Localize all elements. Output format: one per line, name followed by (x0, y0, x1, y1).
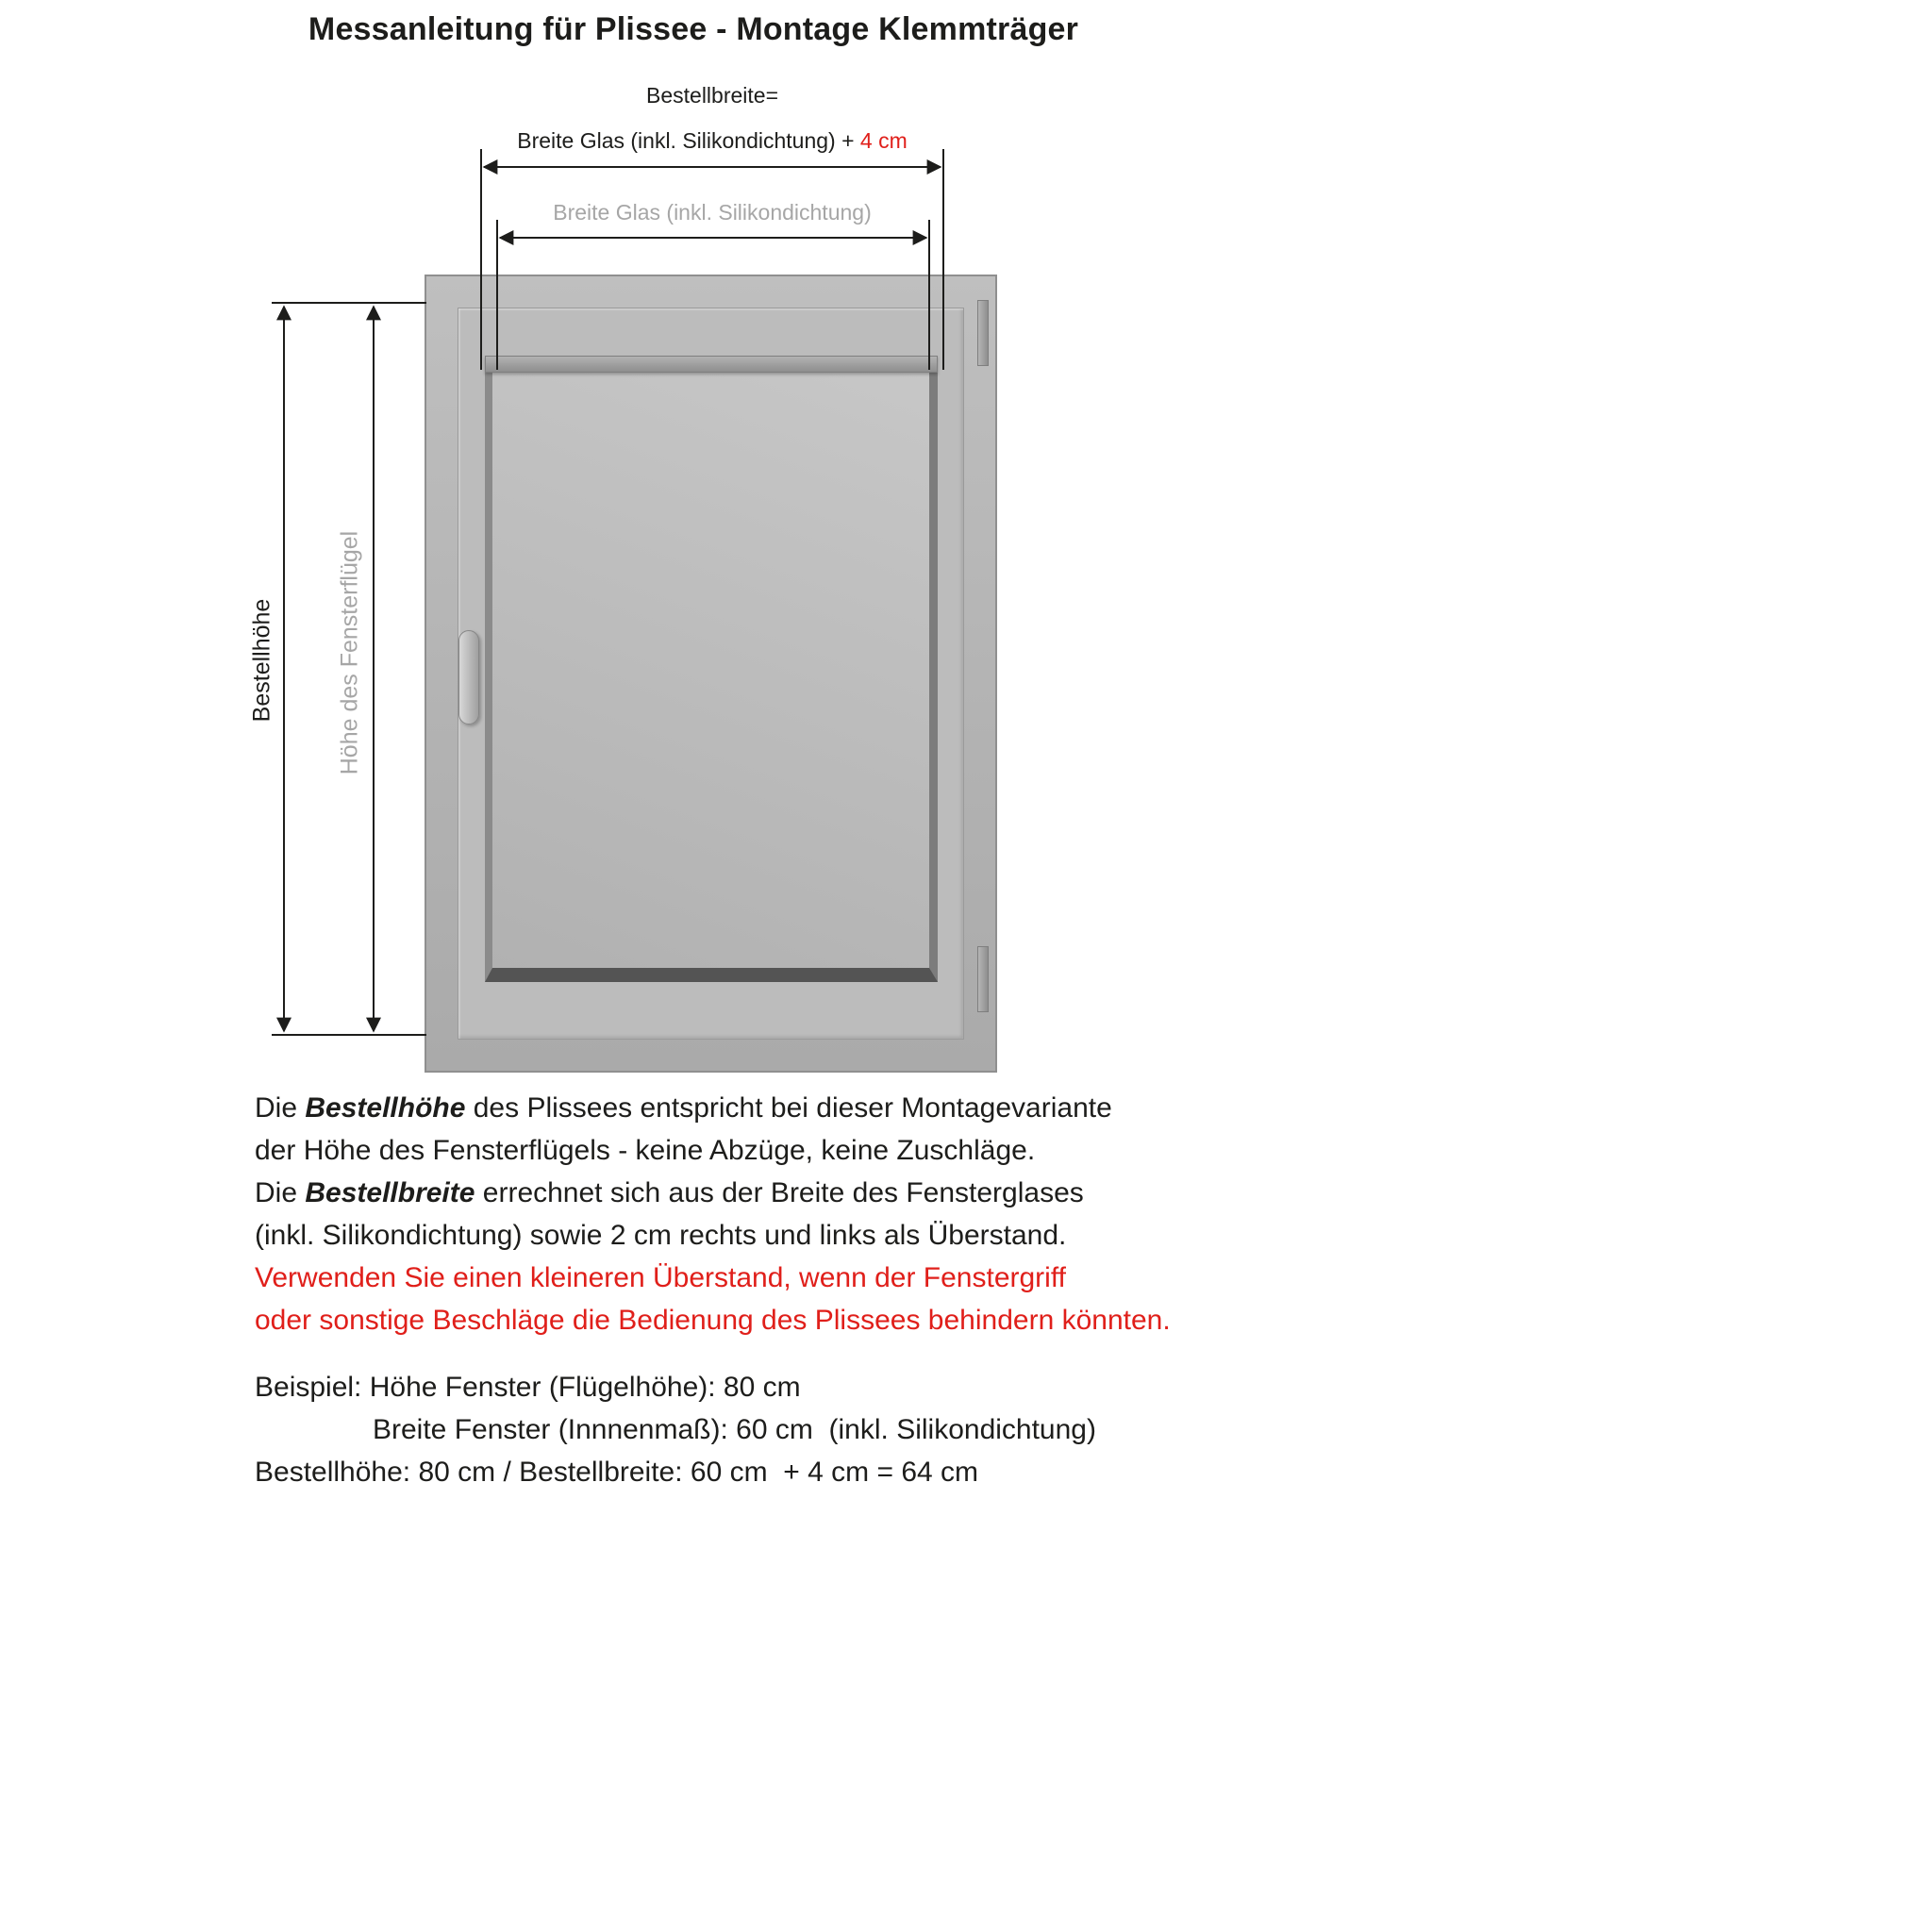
window-handle (458, 630, 479, 724)
description-line-4: (inkl. Silikondichtung) sowie 2 cm rechts und links als Überstand. (255, 1220, 1067, 1251)
emphasized-term-bestellhoehe: Bestellhöhe (305, 1092, 466, 1124)
order-height-label: Bestellhöhe (248, 598, 275, 723)
glass-width-formula-highlight: 4 cm (859, 128, 908, 153)
hinge-top-icon (977, 300, 989, 366)
glass-width-formula-text: Breite Glas (inkl. Silikondichtung) + (517, 128, 860, 153)
text-segment: des Plissees entspricht bei dieser Montagevariante (465, 1092, 1112, 1124)
description-text (255, 1087, 1764, 1493)
example-block (255, 1366, 1764, 1493)
glass-width-label: Breite Glas (inkl. Silikondichtung) (553, 200, 872, 225)
text-segment: Die (255, 1092, 306, 1124)
page-title: Messanleitung für Plissee - Montage Klemmträger (308, 11, 1079, 47)
example-line-3: Bestellhöhe: 80 cm / Bestellbreite: 60 cm + 4 cm = 64 cm (255, 1457, 979, 1488)
warning-line-2: oder sonstige Beschläge die Bedienung des Plissees behindern könnten. (255, 1305, 1171, 1336)
text-segment: errechnet sich aus der Breite des Fensterglases (475, 1177, 1084, 1208)
example-line-1: Beispiel: Höhe Fenster (Flügelhöhe): 80 cm (255, 1372, 801, 1403)
warning-line-1: Verwenden Sie einen kleineren Überstand, wenn der Fenstergriff (255, 1262, 1066, 1293)
text-segment: Die (255, 1177, 306, 1208)
plissee-top-rail (485, 356, 938, 373)
glass-width-formula-label (382, 128, 1042, 154)
example-line-2: Breite Fenster (Innnenmaß): 60 cm (inkl. Silikondichtung) (373, 1414, 1096, 1445)
description-line-1 (255, 1087, 1764, 1129)
order-width-label: Bestellbreite= (646, 83, 778, 108)
sash-height-label: Höhe des Fensterflügel (336, 530, 363, 775)
window-glass (485, 358, 938, 982)
description-line-3 (255, 1172, 1764, 1214)
hinge-bottom-icon (977, 946, 989, 1012)
description-line-2: der Höhe des Fensterflügels - keine Abzüge, keine Zuschläge. (255, 1135, 1036, 1166)
emphasized-term-bestellbreite: Bestellbreite (305, 1177, 475, 1208)
